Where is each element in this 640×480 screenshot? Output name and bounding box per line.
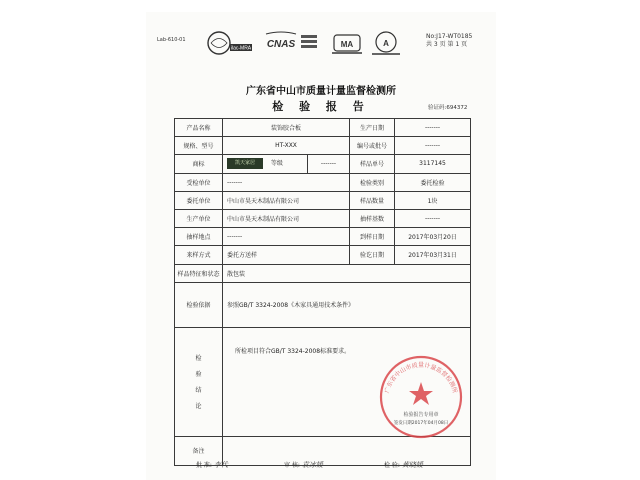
test-date-label: 验讫日期 xyxy=(350,246,395,264)
sample-no: 3117145 xyxy=(395,155,471,173)
manufacturer-label: 生产单位 xyxy=(175,209,223,227)
stamp-date-text: 签发日期2017年04月08日 xyxy=(393,421,449,426)
organization-name: 广东省中山市质量计量监督检测所 xyxy=(246,86,396,97)
table-row xyxy=(175,282,471,327)
sample-state: 散包装 xyxy=(223,264,471,282)
prod-date: ------- xyxy=(395,119,471,137)
inspector-signature: 黄晓媛 xyxy=(401,461,423,469)
svg-text:A: A xyxy=(383,39,389,48)
table-row xyxy=(175,191,471,209)
test-type-label: 检验类别 xyxy=(350,173,395,191)
arrival-date: 2017年03月20日 xyxy=(395,228,471,246)
trademark-label: 商标 xyxy=(175,155,223,173)
client: 中山市昊天木制品有限公司 xyxy=(223,191,350,209)
table-row xyxy=(175,228,471,246)
batch: ------- xyxy=(395,137,471,155)
conclusion-label-char: 验 xyxy=(195,371,202,379)
sample-qty: 1块 xyxy=(395,191,471,209)
report-number: No:J17-WT0185 xyxy=(426,33,473,40)
approve-block xyxy=(196,460,228,470)
ilac-mra-logo xyxy=(208,32,252,54)
table-row xyxy=(175,264,471,282)
product-name: 装饰胶合板 xyxy=(223,119,350,137)
report-number-block xyxy=(426,33,472,49)
inspect-label: 检 验: xyxy=(384,462,400,469)
table-row xyxy=(175,173,471,191)
lab-code: Lab-610-01 xyxy=(157,37,186,43)
svg-text:CNAS: CNAS xyxy=(266,39,296,50)
inspect-block xyxy=(384,460,423,470)
spec: HT-XXX xyxy=(223,137,350,155)
test-type: 委托检验 xyxy=(395,173,471,191)
svg-text:ilac-MRA: ilac-MRA xyxy=(230,45,252,52)
basis-label: 检验依据 xyxy=(175,282,223,327)
conclusion-label-char: 论 xyxy=(195,403,202,411)
accreditation-logos xyxy=(206,30,426,56)
report-title: 检 验 报 告 xyxy=(272,100,370,113)
sampling-base-label: 抽样基数 xyxy=(350,209,395,227)
sample-method: 委托方送样 xyxy=(223,246,350,264)
official-stamp xyxy=(376,352,466,442)
grade: ------- xyxy=(308,155,350,173)
review-block xyxy=(284,460,323,470)
svg-text:MA: MA xyxy=(340,40,354,49)
sample-method-label: 来样方式 xyxy=(175,246,223,264)
entrusted-label: 受检单位 xyxy=(175,173,223,191)
conclusion-label-char: 检 xyxy=(195,355,202,363)
page-info: 共 3 页 第 1 页 xyxy=(426,41,468,48)
table-row xyxy=(175,119,471,137)
grade-label: 等级 xyxy=(270,160,283,168)
review-label: 审 核: xyxy=(284,462,300,469)
verification-code: 验证码:694372 xyxy=(428,105,468,111)
stamp-seal-text: 检验报告专用章 xyxy=(403,412,439,418)
reviewer-signature: 袁冰媛 xyxy=(301,461,323,469)
cma-logo xyxy=(332,35,362,54)
sampling-base: ------- xyxy=(395,209,471,227)
trademark-logo: 凯天家居 xyxy=(227,158,263,169)
trademark-cell xyxy=(223,155,308,173)
table-row xyxy=(175,137,471,155)
spec-label: 规格、型号 xyxy=(175,137,223,155)
stamp-org-text: 广东省中山市质量计量监督检测所 xyxy=(383,362,459,394)
client-label: 委托单位 xyxy=(175,191,223,209)
prod-date-label: 生产日期 xyxy=(350,119,395,137)
approver-signature: 李代 xyxy=(213,461,228,469)
sample-state-label: 样品特征和状态 xyxy=(175,264,223,282)
sampling-place: ------- xyxy=(223,228,350,246)
sample-no-label: 样品单号 xyxy=(350,155,395,173)
table-row xyxy=(175,209,471,227)
test-date: 2017年03月31日 xyxy=(395,246,471,264)
cal-logo xyxy=(372,32,400,55)
sample-qty-label: 样品数量 xyxy=(350,191,395,209)
basis: 参照GB/T 3324-2008《木家具通用技术条件》 xyxy=(223,282,471,327)
approve-label: 批 准: xyxy=(196,462,212,469)
manufacturer: 中山市昊天木制品有限公司 xyxy=(223,209,350,227)
sampling-place-label: 抽样地点 xyxy=(175,228,223,246)
product-name-label: 产品名称 xyxy=(175,119,223,137)
entrusted: ------- xyxy=(223,173,350,191)
conclusion-label-char: 结 xyxy=(195,387,202,395)
conclusion-label-cell xyxy=(175,327,223,436)
remarks-label: 备注 xyxy=(175,436,223,465)
batch-label: 编号或批号 xyxy=(350,137,395,155)
table-row xyxy=(175,155,471,173)
table-row xyxy=(175,246,471,264)
arrival-date-label: 到样日期 xyxy=(350,228,395,246)
conclusion-text: 所检项目符合GB/T 3324-2008标准要求。 xyxy=(235,347,351,355)
cnas-logo xyxy=(266,32,317,50)
